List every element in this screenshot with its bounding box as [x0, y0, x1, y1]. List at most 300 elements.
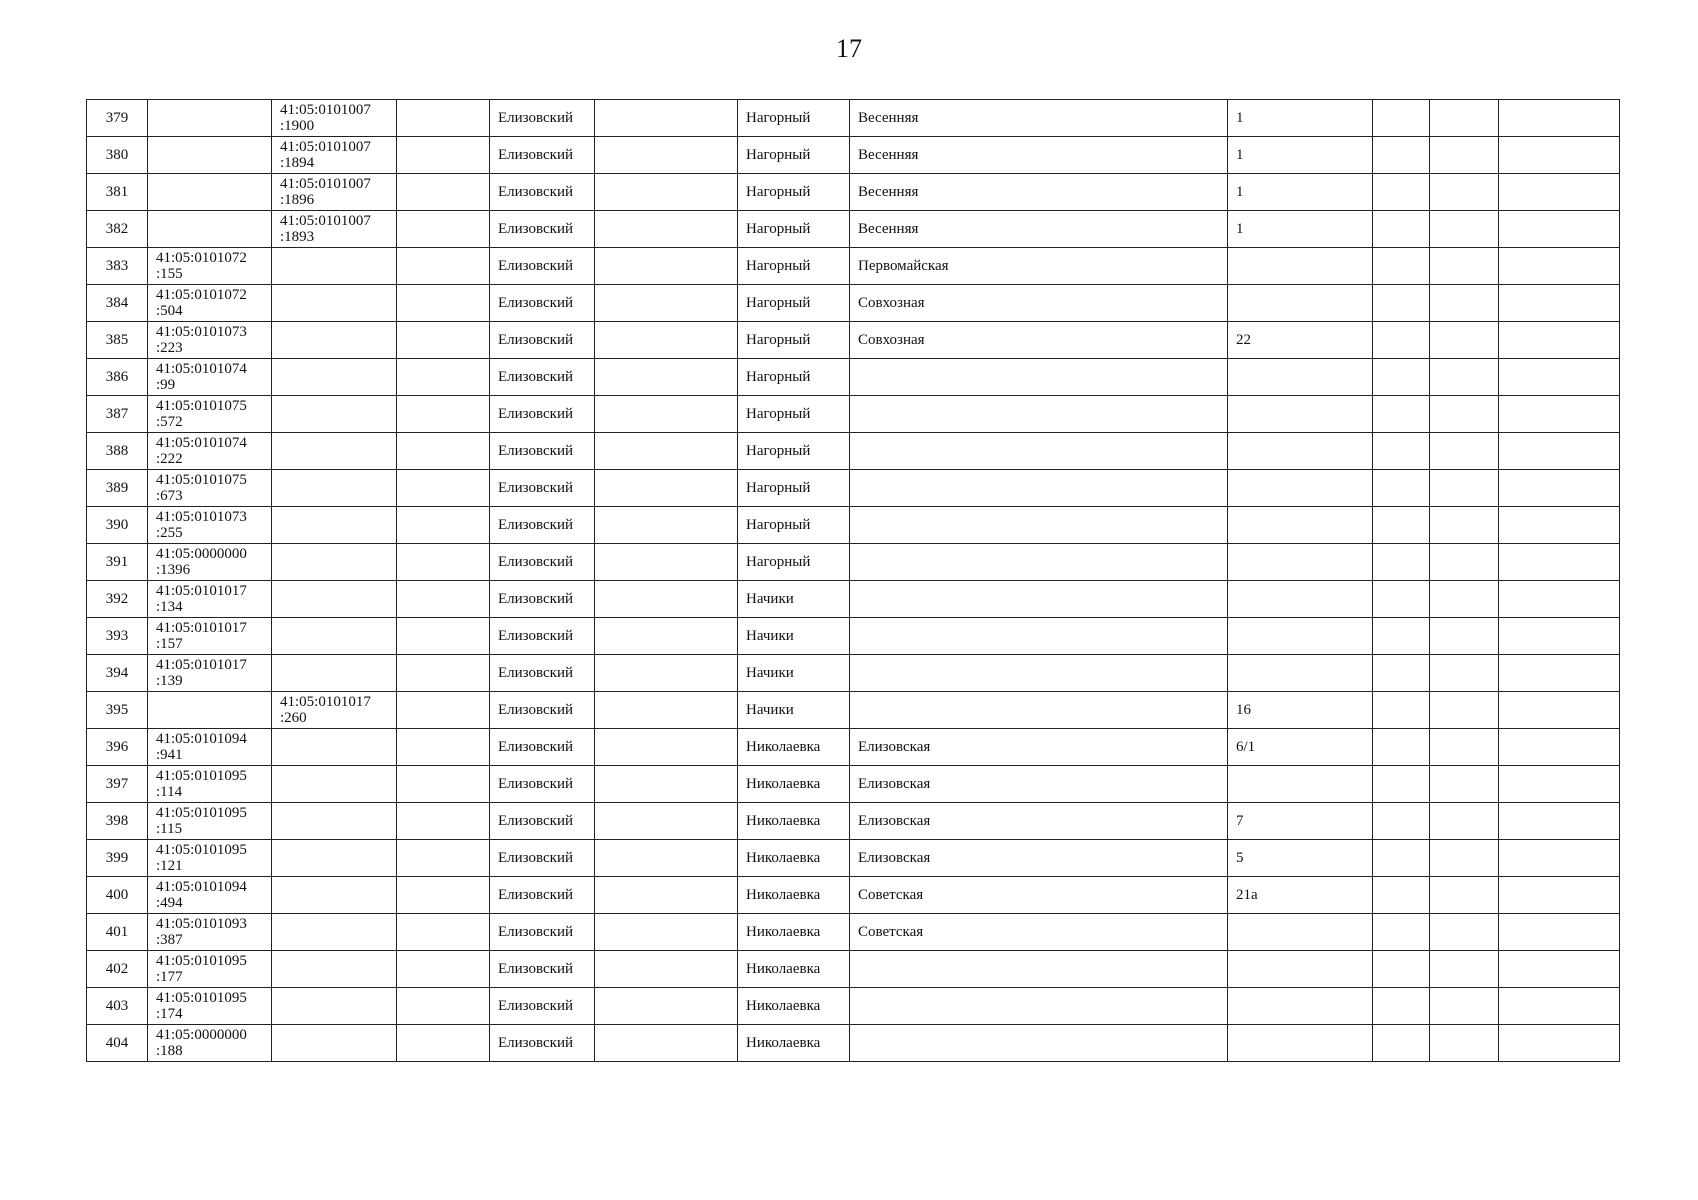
empty-cell — [397, 840, 490, 877]
empty-cell — [1373, 507, 1430, 544]
empty-cell — [595, 692, 738, 729]
empty-cell — [397, 951, 490, 988]
street-cell: Елизовская — [850, 766, 1228, 803]
district-cell: Елизовский — [490, 174, 595, 211]
empty-cell — [1499, 988, 1620, 1025]
empty-cell — [397, 544, 490, 581]
empty-cell — [1499, 100, 1620, 137]
street-cell — [850, 359, 1228, 396]
house-number-cell — [1228, 359, 1373, 396]
empty-cell — [1373, 470, 1430, 507]
empty-cell — [595, 285, 738, 322]
table-row — [87, 174, 1620, 211]
district-cell: Елизовский — [490, 692, 595, 729]
house-number-cell: 6/1 — [1228, 729, 1373, 766]
empty-cell — [397, 1025, 490, 1062]
empty-cell — [595, 729, 738, 766]
house-number-cell — [1228, 470, 1373, 507]
building-cadastral-number-cell — [272, 1025, 397, 1062]
street-cell — [850, 544, 1228, 581]
empty-cell — [397, 100, 490, 137]
cadastral-number-cell: 41:05:0000000 :1396 — [148, 544, 272, 581]
house-number-cell — [1228, 544, 1373, 581]
cadastral-number-cell: 41:05:0101095 :121 — [148, 840, 272, 877]
empty-cell — [397, 470, 490, 507]
empty-cell — [1373, 840, 1430, 877]
street-cell — [850, 655, 1228, 692]
street-cell — [850, 470, 1228, 507]
empty-cell — [1430, 359, 1499, 396]
empty-cell — [397, 433, 490, 470]
cadastral-number-cell — [148, 692, 272, 729]
empty-cell — [1499, 729, 1620, 766]
cadastral-number-cell: 41:05:0101095 :115 — [148, 803, 272, 840]
table-row — [87, 433, 1620, 470]
empty-cell — [1373, 359, 1430, 396]
cadastral-number-cell: 41:05:0101073 :223 — [148, 322, 272, 359]
row-number-cell: 396 — [87, 729, 148, 766]
empty-cell — [1499, 1025, 1620, 1062]
cadastral-number-cell: 41:05:0101072 :155 — [148, 248, 272, 285]
settlement-cell: Николаевка — [738, 729, 850, 766]
street-cell — [850, 692, 1228, 729]
empty-cell — [397, 618, 490, 655]
empty-cell — [1373, 655, 1430, 692]
district-cell: Елизовский — [490, 618, 595, 655]
empty-cell — [595, 470, 738, 507]
empty-cell — [1373, 877, 1430, 914]
empty-cell — [1499, 211, 1620, 248]
settlement-cell: Нагорный — [738, 322, 850, 359]
registry-table — [86, 99, 1620, 1062]
house-number-cell — [1228, 285, 1373, 322]
house-number-cell: 22 — [1228, 322, 1373, 359]
empty-cell — [1373, 692, 1430, 729]
settlement-cell: Николаевка — [738, 914, 850, 951]
row-number-cell: 398 — [87, 803, 148, 840]
empty-cell — [397, 988, 490, 1025]
empty-cell — [397, 766, 490, 803]
house-number-cell: 1 — [1228, 174, 1373, 211]
table-row — [87, 951, 1620, 988]
row-number-cell: 382 — [87, 211, 148, 248]
empty-cell — [397, 322, 490, 359]
settlement-cell: Нагорный — [738, 433, 850, 470]
row-number-cell: 400 — [87, 877, 148, 914]
cadastral-number-cell: 41:05:0000000 :188 — [148, 1025, 272, 1062]
empty-cell — [1373, 618, 1430, 655]
district-cell: Елизовский — [490, 1025, 595, 1062]
empty-cell — [1499, 951, 1620, 988]
building-cadastral-number-cell: 41:05:0101007 :1900 — [272, 100, 397, 137]
street-cell — [850, 396, 1228, 433]
empty-cell — [1430, 840, 1499, 877]
empty-cell — [595, 174, 738, 211]
building-cadastral-number-cell — [272, 655, 397, 692]
empty-cell — [397, 655, 490, 692]
cadastral-number-cell: 41:05:0101095 :177 — [148, 951, 272, 988]
empty-cell — [397, 174, 490, 211]
settlement-cell: Начики — [738, 692, 850, 729]
empty-cell — [595, 137, 738, 174]
empty-cell — [595, 1025, 738, 1062]
cadastral-number-cell: 41:05:0101095 :174 — [148, 988, 272, 1025]
house-number-cell — [1228, 988, 1373, 1025]
building-cadastral-number-cell — [272, 470, 397, 507]
district-cell: Елизовский — [490, 803, 595, 840]
empty-cell — [1373, 803, 1430, 840]
settlement-cell: Нагорный — [738, 396, 850, 433]
empty-cell — [1499, 507, 1620, 544]
empty-cell — [1430, 507, 1499, 544]
empty-cell — [1430, 211, 1499, 248]
house-number-cell — [1228, 618, 1373, 655]
empty-cell — [595, 766, 738, 803]
empty-cell — [595, 433, 738, 470]
cadastral-number-cell: 41:05:0101093 :387 — [148, 914, 272, 951]
empty-cell — [397, 396, 490, 433]
empty-cell — [1430, 877, 1499, 914]
empty-cell — [1373, 396, 1430, 433]
table-row — [87, 100, 1620, 137]
empty-cell — [1430, 285, 1499, 322]
table-row — [87, 137, 1620, 174]
district-cell: Елизовский — [490, 581, 595, 618]
settlement-cell: Нагорный — [738, 470, 850, 507]
empty-cell — [595, 544, 738, 581]
empty-cell — [1430, 951, 1499, 988]
empty-cell — [595, 951, 738, 988]
table-row — [87, 359, 1620, 396]
empty-cell — [397, 211, 490, 248]
empty-cell — [1373, 1025, 1430, 1062]
empty-cell — [1499, 470, 1620, 507]
empty-cell — [595, 618, 738, 655]
empty-cell — [1499, 322, 1620, 359]
building-cadastral-number-cell: 41:05:0101007 :1896 — [272, 174, 397, 211]
table-row — [87, 729, 1620, 766]
district-cell: Елизовский — [490, 137, 595, 174]
house-number-cell: 16 — [1228, 692, 1373, 729]
house-number-cell — [1228, 507, 1373, 544]
empty-cell — [1499, 137, 1620, 174]
empty-cell — [1430, 322, 1499, 359]
cadastral-number-cell: 41:05:0101017 :139 — [148, 655, 272, 692]
empty-cell — [1430, 544, 1499, 581]
empty-cell — [397, 248, 490, 285]
street-cell: Елизовская — [850, 840, 1228, 877]
cadastral-number-cell: 41:05:0101017 :134 — [148, 581, 272, 618]
row-number-cell: 381 — [87, 174, 148, 211]
row-number-cell: 392 — [87, 581, 148, 618]
empty-cell — [595, 655, 738, 692]
empty-cell — [595, 914, 738, 951]
settlement-cell: Нагорный — [738, 211, 850, 248]
empty-cell — [1373, 174, 1430, 211]
page-number: 17 — [836, 34, 862, 63]
empty-cell — [595, 840, 738, 877]
table-row — [87, 1025, 1620, 1062]
empty-cell — [595, 581, 738, 618]
building-cadastral-number-cell: 41:05:0101017 :260 — [272, 692, 397, 729]
building-cadastral-number-cell — [272, 285, 397, 322]
empty-cell — [1373, 544, 1430, 581]
empty-cell — [1430, 137, 1499, 174]
district-cell: Елизовский — [490, 322, 595, 359]
settlement-cell: Николаевка — [738, 803, 850, 840]
empty-cell — [1430, 692, 1499, 729]
cadastral-number-cell: 41:05:0101075 :572 — [148, 396, 272, 433]
row-number-cell: 394 — [87, 655, 148, 692]
house-number-cell: 5 — [1228, 840, 1373, 877]
empty-cell — [1373, 951, 1430, 988]
empty-cell — [1373, 100, 1430, 137]
cadastral-number-cell — [148, 174, 272, 211]
table-row — [87, 285, 1620, 322]
settlement-cell: Начики — [738, 618, 850, 655]
empty-cell — [1373, 248, 1430, 285]
table-row — [87, 766, 1620, 803]
empty-cell — [595, 248, 738, 285]
district-cell: Елизовский — [490, 100, 595, 137]
settlement-cell: Николаевка — [738, 766, 850, 803]
empty-cell — [1499, 618, 1620, 655]
settlement-cell: Нагорный — [738, 137, 850, 174]
row-number-cell: 388 — [87, 433, 148, 470]
building-cadastral-number-cell — [272, 988, 397, 1025]
settlement-cell: Нагорный — [738, 248, 850, 285]
house-number-cell: 21а — [1228, 877, 1373, 914]
empty-cell — [595, 322, 738, 359]
district-cell: Елизовский — [490, 988, 595, 1025]
house-number-cell — [1228, 581, 1373, 618]
street-cell — [850, 507, 1228, 544]
empty-cell — [397, 359, 490, 396]
empty-cell — [1430, 766, 1499, 803]
empty-cell — [1499, 766, 1620, 803]
empty-cell — [397, 803, 490, 840]
table-row — [87, 507, 1620, 544]
empty-cell — [1373, 581, 1430, 618]
empty-cell — [1499, 544, 1620, 581]
table-row — [87, 618, 1620, 655]
street-cell: Совхозная — [850, 285, 1228, 322]
empty-cell — [1430, 433, 1499, 470]
row-number-cell: 384 — [87, 285, 148, 322]
empty-cell — [595, 211, 738, 248]
row-number-cell: 387 — [87, 396, 148, 433]
row-number-cell: 401 — [87, 914, 148, 951]
district-cell: Елизовский — [490, 359, 595, 396]
empty-cell — [397, 877, 490, 914]
house-number-cell: 1 — [1228, 100, 1373, 137]
empty-cell — [1499, 914, 1620, 951]
table-row — [87, 322, 1620, 359]
empty-cell — [1499, 248, 1620, 285]
empty-cell — [1430, 174, 1499, 211]
settlement-cell: Нагорный — [738, 544, 850, 581]
building-cadastral-number-cell — [272, 433, 397, 470]
cadastral-number-cell — [148, 137, 272, 174]
empty-cell — [1373, 914, 1430, 951]
empty-cell — [595, 877, 738, 914]
empty-cell — [595, 396, 738, 433]
street-cell: Совхозная — [850, 322, 1228, 359]
row-number-cell: 391 — [87, 544, 148, 581]
building-cadastral-number-cell — [272, 840, 397, 877]
row-number-cell: 402 — [87, 951, 148, 988]
row-number-cell: 380 — [87, 137, 148, 174]
street-cell: Весенняя — [850, 211, 1228, 248]
table-row — [87, 655, 1620, 692]
row-number-cell: 403 — [87, 988, 148, 1025]
district-cell: Елизовский — [490, 951, 595, 988]
cadastral-number-cell: 41:05:0101074 :99 — [148, 359, 272, 396]
district-cell: Елизовский — [490, 877, 595, 914]
settlement-cell: Начики — [738, 655, 850, 692]
house-number-cell: 7 — [1228, 803, 1373, 840]
row-number-cell: 399 — [87, 840, 148, 877]
empty-cell — [1499, 581, 1620, 618]
empty-cell — [397, 285, 490, 322]
table-body — [87, 100, 1620, 1062]
district-cell: Елизовский — [490, 729, 595, 766]
row-number-cell: 389 — [87, 470, 148, 507]
row-number-cell: 379 — [87, 100, 148, 137]
house-number-cell — [1228, 248, 1373, 285]
street-cell: Елизовская — [850, 803, 1228, 840]
street-cell — [850, 618, 1228, 655]
house-number-cell: 1 — [1228, 137, 1373, 174]
cadastral-number-cell — [148, 211, 272, 248]
table-row — [87, 470, 1620, 507]
building-cadastral-number-cell — [272, 803, 397, 840]
empty-cell — [1499, 396, 1620, 433]
district-cell: Елизовский — [490, 211, 595, 248]
table-row — [87, 914, 1620, 951]
empty-cell — [1499, 877, 1620, 914]
settlement-cell: Николаевка — [738, 988, 850, 1025]
empty-cell — [1430, 618, 1499, 655]
district-cell: Елизовский — [490, 433, 595, 470]
empty-cell — [397, 507, 490, 544]
settlement-cell: Нагорный — [738, 507, 850, 544]
street-cell — [850, 1025, 1228, 1062]
empty-cell — [1430, 248, 1499, 285]
street-cell — [850, 951, 1228, 988]
district-cell: Елизовский — [490, 544, 595, 581]
settlement-cell: Нагорный — [738, 359, 850, 396]
building-cadastral-number-cell — [272, 507, 397, 544]
building-cadastral-number-cell — [272, 581, 397, 618]
row-number-cell: 393 — [87, 618, 148, 655]
table-row — [87, 692, 1620, 729]
street-cell — [850, 988, 1228, 1025]
settlement-cell: Нагорный — [738, 285, 850, 322]
row-number-cell: 386 — [87, 359, 148, 396]
empty-cell — [1373, 729, 1430, 766]
street-cell: Весенняя — [850, 137, 1228, 174]
empty-cell — [1430, 655, 1499, 692]
row-number-cell: 383 — [87, 248, 148, 285]
building-cadastral-number-cell — [272, 914, 397, 951]
table-row — [87, 581, 1620, 618]
table-row — [87, 396, 1620, 433]
empty-cell — [1430, 1025, 1499, 1062]
cadastral-number-cell: 41:05:0101074 :222 — [148, 433, 272, 470]
empty-cell — [1430, 581, 1499, 618]
house-number-cell — [1228, 766, 1373, 803]
empty-cell — [397, 581, 490, 618]
empty-cell — [1373, 211, 1430, 248]
table-row — [87, 544, 1620, 581]
empty-cell — [595, 359, 738, 396]
table-row — [87, 877, 1620, 914]
settlement-cell: Николаевка — [738, 840, 850, 877]
empty-cell — [1430, 914, 1499, 951]
cadastral-number-cell: 41:05:0101073 :255 — [148, 507, 272, 544]
empty-cell — [1499, 285, 1620, 322]
empty-cell — [1430, 988, 1499, 1025]
district-cell: Елизовский — [490, 396, 595, 433]
settlement-cell: Нагорный — [738, 174, 850, 211]
cadastral-number-cell: 41:05:0101075 :673 — [148, 470, 272, 507]
street-cell — [850, 433, 1228, 470]
street-cell: Первомайская — [850, 248, 1228, 285]
district-cell: Елизовский — [490, 766, 595, 803]
settlement-cell: Николаевка — [738, 951, 850, 988]
building-cadastral-number-cell — [272, 877, 397, 914]
house-number-cell — [1228, 951, 1373, 988]
cadastral-number-cell: 41:05:0101095 :114 — [148, 766, 272, 803]
district-cell: Елизовский — [490, 840, 595, 877]
empty-cell — [1430, 729, 1499, 766]
empty-cell — [397, 729, 490, 766]
empty-cell — [1499, 359, 1620, 396]
street-cell: Весенняя — [850, 100, 1228, 137]
empty-cell — [1373, 988, 1430, 1025]
building-cadastral-number-cell — [272, 322, 397, 359]
building-cadastral-number-cell — [272, 248, 397, 285]
empty-cell — [397, 137, 490, 174]
table-row — [87, 803, 1620, 840]
district-cell: Елизовский — [490, 285, 595, 322]
building-cadastral-number-cell — [272, 729, 397, 766]
empty-cell — [1430, 803, 1499, 840]
settlement-cell: Нагорный — [738, 100, 850, 137]
cadastral-number-cell — [148, 100, 272, 137]
district-cell: Елизовский — [490, 914, 595, 951]
empty-cell — [1499, 655, 1620, 692]
building-cadastral-number-cell — [272, 951, 397, 988]
district-cell: Елизовский — [490, 507, 595, 544]
building-cadastral-number-cell: 41:05:0101007 :1893 — [272, 211, 397, 248]
settlement-cell: Николаевка — [738, 877, 850, 914]
table-row — [87, 248, 1620, 285]
row-number-cell: 397 — [87, 766, 148, 803]
building-cadastral-number-cell — [272, 544, 397, 581]
building-cadastral-number-cell: 41:05:0101007 :1894 — [272, 137, 397, 174]
house-number-cell: 1 — [1228, 211, 1373, 248]
row-number-cell: 390 — [87, 507, 148, 544]
empty-cell — [595, 100, 738, 137]
cadastral-number-cell: 41:05:0101017 :157 — [148, 618, 272, 655]
empty-cell — [1430, 100, 1499, 137]
house-number-cell — [1228, 433, 1373, 470]
empty-cell — [1373, 322, 1430, 359]
street-cell: Елизовская — [850, 729, 1228, 766]
street-cell: Весенняя — [850, 174, 1228, 211]
